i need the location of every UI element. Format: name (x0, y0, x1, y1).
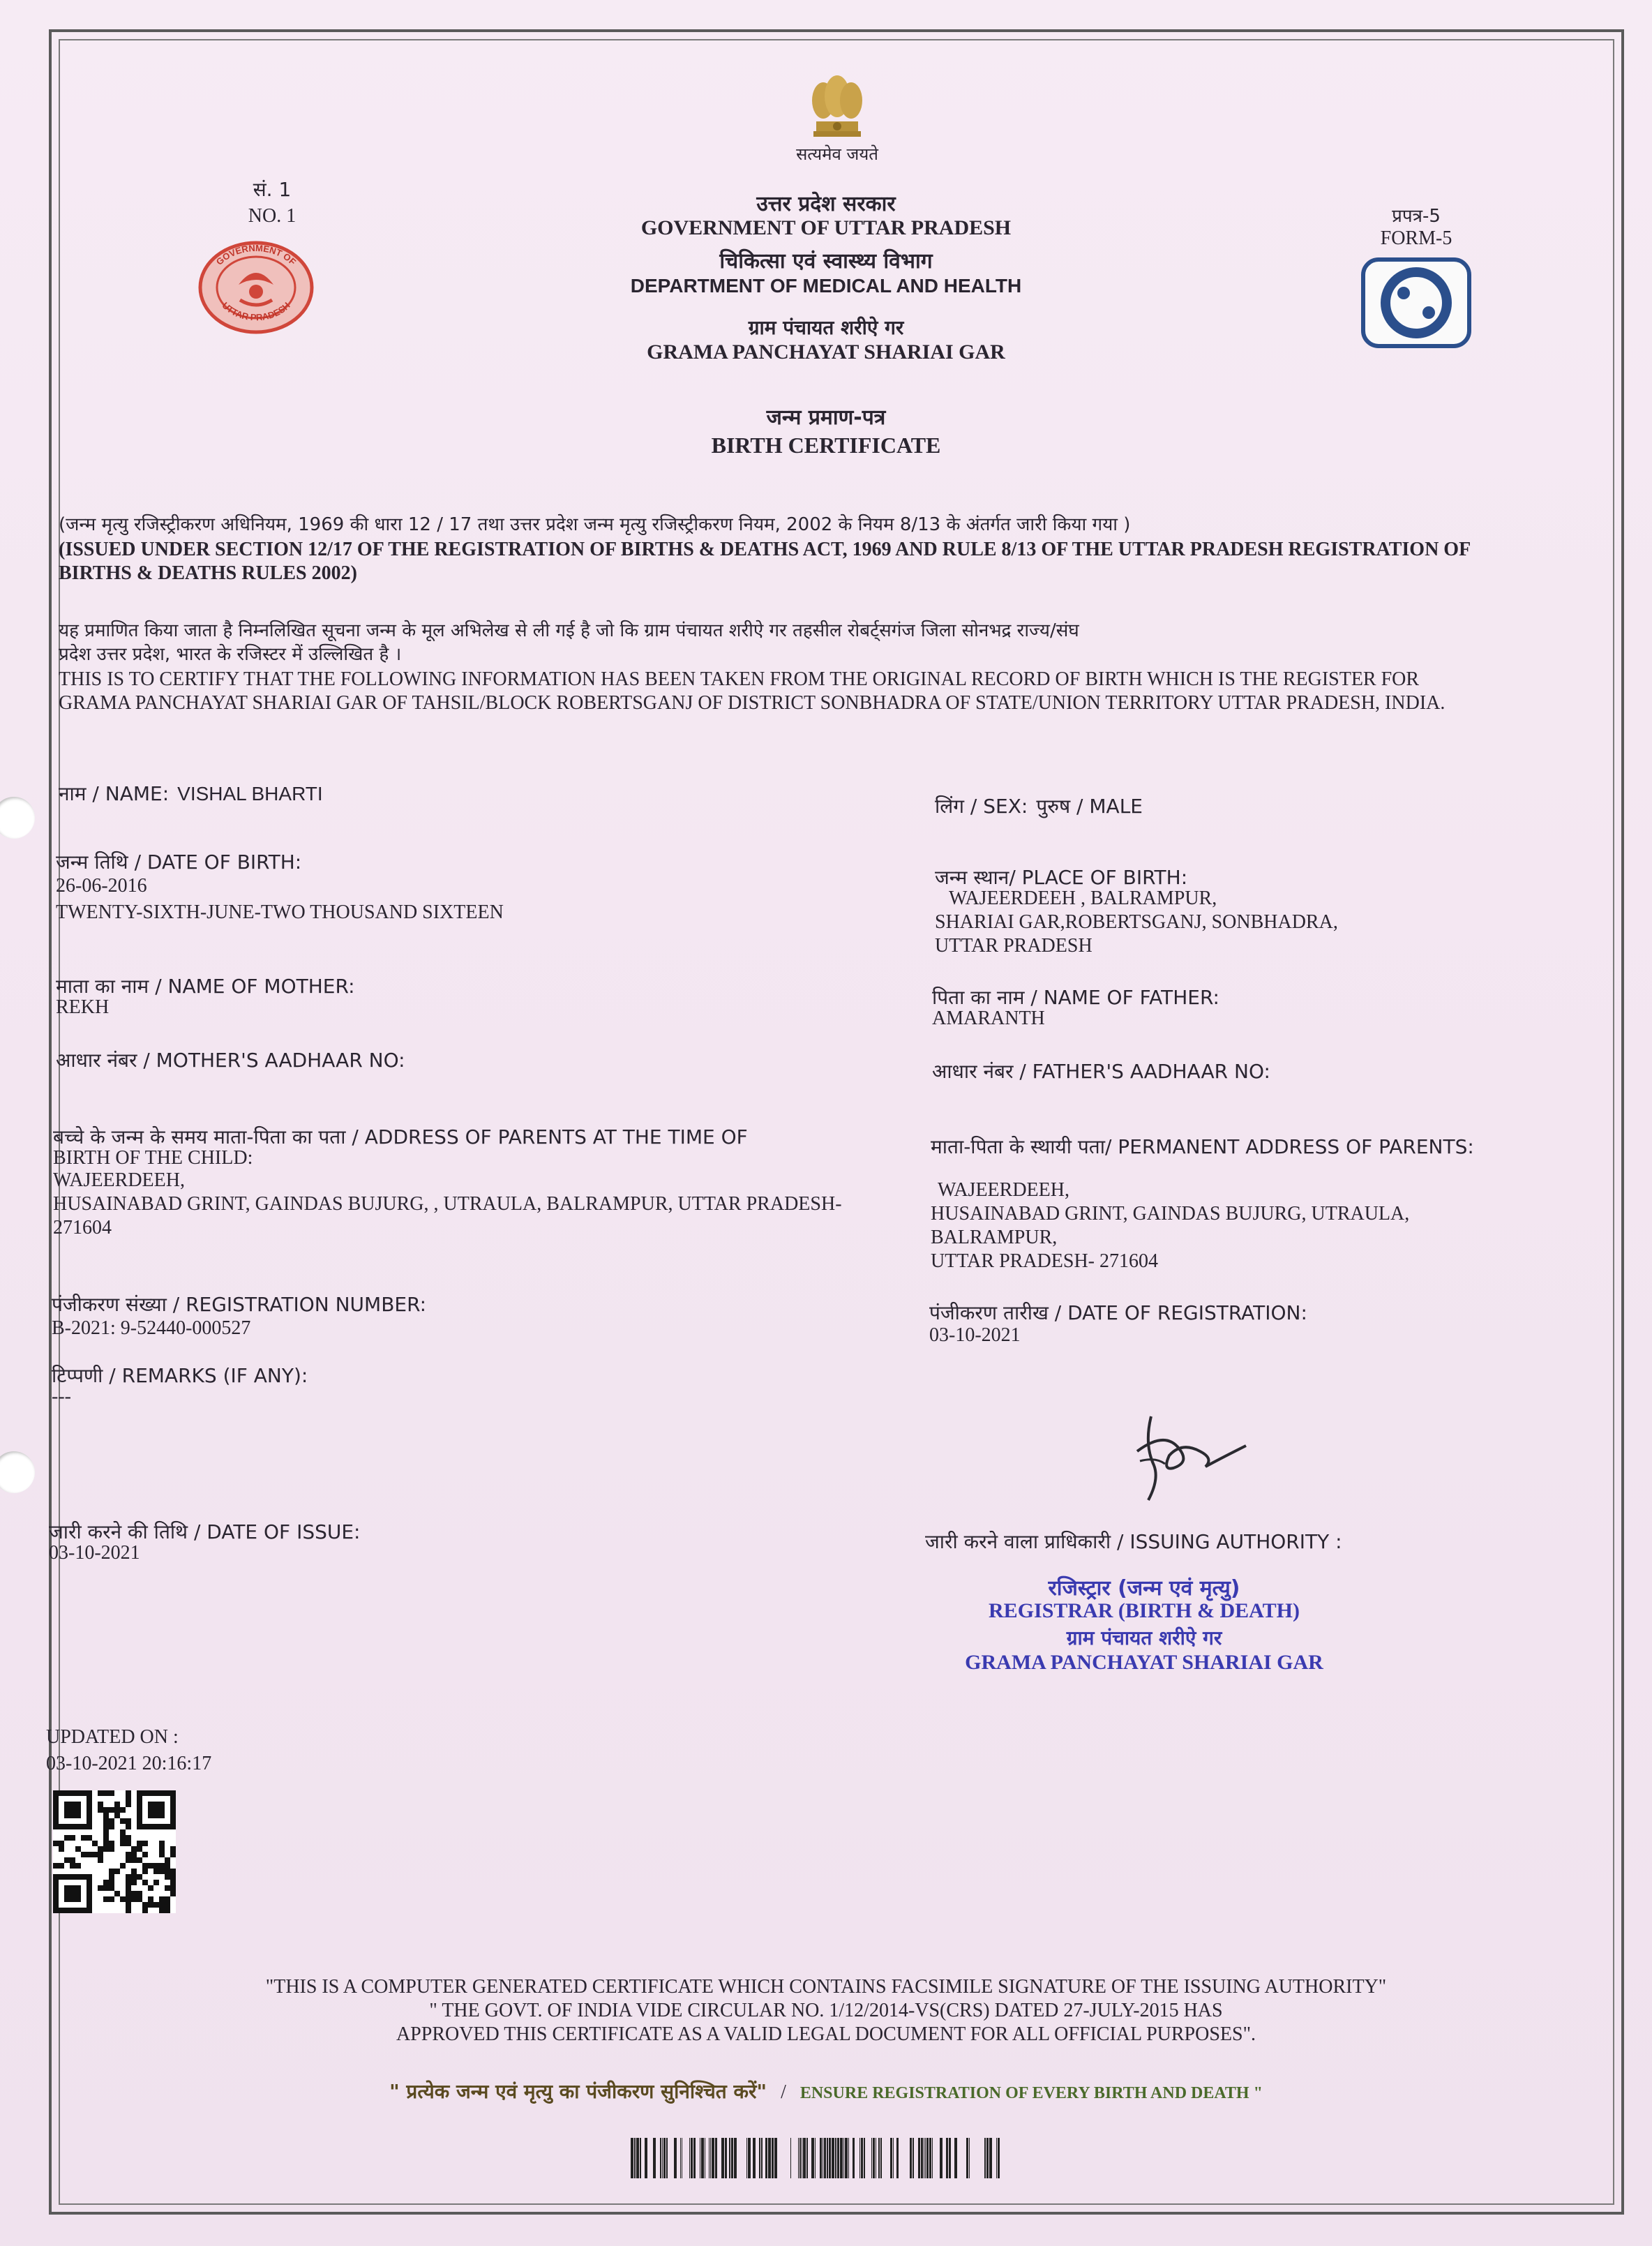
address-birth-line-1: WAJEERDEEH, (53, 1169, 185, 1191)
issue-date-label: जारी करने की तिथि / DATE OF ISSUE: (49, 1520, 361, 1543)
qr-code (53, 1790, 176, 1913)
crs-logo (1360, 257, 1472, 352)
address-birth-label-2: BIRTH OF THE CHILD: (53, 1147, 253, 1169)
form-hi: प्रपत्र-5 (1392, 206, 1441, 227)
pob-label: जन्म स्थान/ PLACE OF BIRTH: (935, 866, 1188, 889)
registrar-en: REGISTRAR (BIRTH & DEATH) (989, 1599, 1300, 1622)
father-aadhaar-label: आधार नंबर / FATHER'S AADHAAR NO: (932, 1060, 1270, 1083)
certify-hi-2: प्रदेश उत्तर प्रदेश, भारत के रजिस्टर में उल्लिखित है । (59, 644, 402, 665)
seal-text-top: GOVERNMENT OF (213, 242, 299, 267)
header-panchayat-hi: ग्राम पंचायत शरीऐ गर (748, 316, 904, 339)
footer-line-1: "THIS IS A COMPUTER GENERATED CERTIFICATE WHICH CONTAINS FACSIMILE SIGNATURE OF THE ISSUING AUTHORITY" (265, 1976, 1387, 1998)
pob-line-2: SHARIAI GAR,ROBERTSGANJ, SONBHADRA, (935, 911, 1338, 933)
address-perm-line-2: HUSAINABAD GRINT, GAINDAS BUJURG, UTRAULA, (931, 1203, 1410, 1225)
address-birth-label-1: बच्चे के जन्म के समय माता-पिता का पता / ADDRESS OF PARENTS AT THE TIME OF (53, 1125, 748, 1148)
dob-label: जन्म तिथि / DATE OF BIRTH: (56, 851, 302, 874)
updated-label: UPDATED ON : (46, 1726, 179, 1748)
pob-line-1: WAJEERDEEH , BALRAMPUR, (949, 888, 1217, 909)
reg-date-value: 03-10-2021 (929, 1324, 1021, 1346)
registrar-signature (1123, 1402, 1256, 1511)
address-birth-line-2: HUSAINABAD GRINT, GAINDAS BUJURG, , UTRAULA, BALRAMPUR, UTTAR PRADESH- (53, 1193, 842, 1215)
name-value: VISHAL BHARTI (177, 783, 323, 804)
address-perm-line-3: BALRAMPUR, (931, 1227, 1058, 1248)
signature-icon (1123, 1402, 1256, 1507)
header-dept-hi: चिकित्सा एवं स्वास्थ्य विभाग (719, 249, 933, 274)
slogan-hi: " प्रत्येक जन्म एवं मृत्यु का पंजीकरण सुनिश्चित करें" (389, 2080, 767, 2103)
punch-hole-top (0, 797, 35, 839)
issued-under-en-2: BIRTHS & DEATHS RULES 2002) (59, 562, 357, 584)
slogan-en: ENSURE REGISTRATION OF EVERY BIRTH AND DEATH " (799, 2084, 1263, 2102)
emblem-motto: सत्यमेव जयते (796, 144, 878, 164)
title-hi: जन्म प्रमाण-पत्र (766, 405, 886, 430)
serial-en: NO. 1 (248, 205, 296, 227)
registrar-hi: रजिस्ट्रार (जन्म एवं मृत्यु) (1048, 1576, 1240, 1601)
slogan-sep: / (781, 2081, 786, 2103)
remarks-value: --- (52, 1386, 71, 1407)
serial-hi: सं. 1 (253, 178, 292, 201)
header-dept-en: DEPARTMENT OF MEDICAL AND HEALTH (630, 275, 1022, 297)
field-name (59, 780, 323, 807)
title-en: BIRTH CERTIFICATE (711, 433, 941, 458)
authority-label: जारी करने वाला प्राधिकारी / ISSUING AUTHORITY : (925, 1530, 1342, 1553)
issued-under-hi: (जन्म मृत्यु रजिस्ट्रीकरण अधिनियम, 1969 की धारा 12 / 17 तथा उत्तर प्रदेश जन्म मृत्यु रजिस्ट्रीकरण नियम, 2002 के नियम 8/13 के अंतर्गत जारी किया गया ) (59, 514, 1131, 535)
sex-label: लिंग / SEX: (935, 795, 1028, 818)
address-birth-line-3: 271604 (53, 1217, 112, 1238)
issued-under-en-1: (ISSUED UNDER SECTION 12/17 OF THE REGISTRATION OF BIRTHS & DEATHS ACT, 1969 AND RULE 8/13 OF THE UTTAR PRADESH REGISTRATION OF (59, 539, 1471, 560)
header-state-hi: उत्तर प्रदेश सरकार (756, 192, 896, 216)
address-perm-label: माता-पिता के स्थायी पता/ PERMANENT ADDRESS OF PARENTS: (931, 1135, 1474, 1158)
sex-value: पुरुष / MALE (1036, 795, 1143, 818)
punch-hole-bottom (0, 1451, 35, 1493)
issue-date-value: 03-10-2021 (49, 1542, 140, 1564)
barcode-icon (622, 2138, 1002, 2178)
certify-hi-1: यह प्रमाणित किया जाता है निम्नलिखित सूचना जन्म के मूल अभिलेख से ली गई है जो कि ग्राम पंचायत शरीऐ गर तहसील रोबर्ट्सगंज जिला सोनभद्र राज्य/संघ (59, 620, 1079, 641)
form-en: FORM-5 (1380, 227, 1452, 249)
footer-line-2: " THE GOVT. OF INDIA VIDE CIRCULAR NO. 1/12/2014-VS(CRS) DATED 27-JULY-2015 HAS (429, 2000, 1223, 2021)
slogan (59, 2078, 1593, 2104)
national-emblem (795, 73, 879, 153)
dob-words: TWENTY-SIXTH-JUNE-TWO THOUSAND SIXTEEN (56, 901, 504, 923)
up-govt-seal (197, 240, 315, 338)
header-panchayat-en: GRAMA PANCHAYAT SHARIAI GAR (647, 340, 1005, 364)
updated-value: 03-10-2021 20:16:17 (46, 1753, 212, 1774)
field-sex (935, 793, 1143, 819)
mother-label: माता का नाम / NAME OF MOTHER: (56, 975, 355, 998)
ashoka-lion-icon (795, 73, 879, 149)
name-label: नाम / NAME: (59, 782, 170, 805)
barcode (622, 2138, 1002, 2178)
mother-value: REKH (56, 996, 110, 1018)
pob-line-3: UTTAR PRADESH (935, 935, 1092, 957)
address-perm-line-4: UTTAR PRADESH- 271604 (931, 1250, 1158, 1272)
father-label: पिता का नाम / NAME OF FATHER: (932, 986, 1219, 1009)
qr-code-icon (53, 1790, 176, 1913)
reg-no-label: पंजीकरण संख्या / REGISTRATION NUMBER: (52, 1293, 427, 1316)
address-perm-line-1: WAJEERDEEH, (938, 1179, 1069, 1201)
crs-logo-icon (1360, 257, 1472, 349)
dob-value: 26-06-2016 (56, 875, 147, 897)
reg-date-label: पंजीकरण तारीख / DATE OF REGISTRATION: (929, 1301, 1307, 1324)
footer-line-3: APPROVED THIS CERTIFICATE AS A VALID LEGAL DOCUMENT FOR ALL OFFICIAL PURPOSES". (396, 2023, 1256, 2045)
seal-text-bottom: UTTAR PRADESH (220, 300, 292, 323)
up-seal-icon (197, 240, 315, 335)
remarks-label: टिप्पणी / REMARKS (IF ANY): (52, 1364, 308, 1387)
registrar-panchayat-en: GRAMA PANCHAYAT SHARIAI GAR (965, 1651, 1323, 1674)
registrar-panchayat-hi: ग्राम पंचायत शरीऐ गर (1066, 1626, 1222, 1649)
header-state-en: GOVERNMENT OF UTTAR PRADESH (640, 216, 1012, 239)
certify-en-2: GRAMA PANCHAYAT SHARIAI GAR OF TAHSIL/BLOCK ROBERTSGANJ OF DISTRICT SONBHADRA OF STATE/UNION TERRITORY UTTAR PRADESH, INDIA. (59, 692, 1446, 714)
reg-no-value: B-2021: 9-52440-000527 (52, 1317, 251, 1339)
mother-aadhaar-label: आधार नंबर / MOTHER'S AADHAAR NO: (56, 1049, 405, 1072)
certify-en-1: THIS IS TO CERTIFY THAT THE FOLLOWING INFORMATION HAS BEEN TAKEN FROM THE ORIGINAL RECORD OF BIRTH WHICH IS THE REGISTER FOR (59, 668, 1420, 690)
father-value: AMARANTH (932, 1008, 1045, 1029)
